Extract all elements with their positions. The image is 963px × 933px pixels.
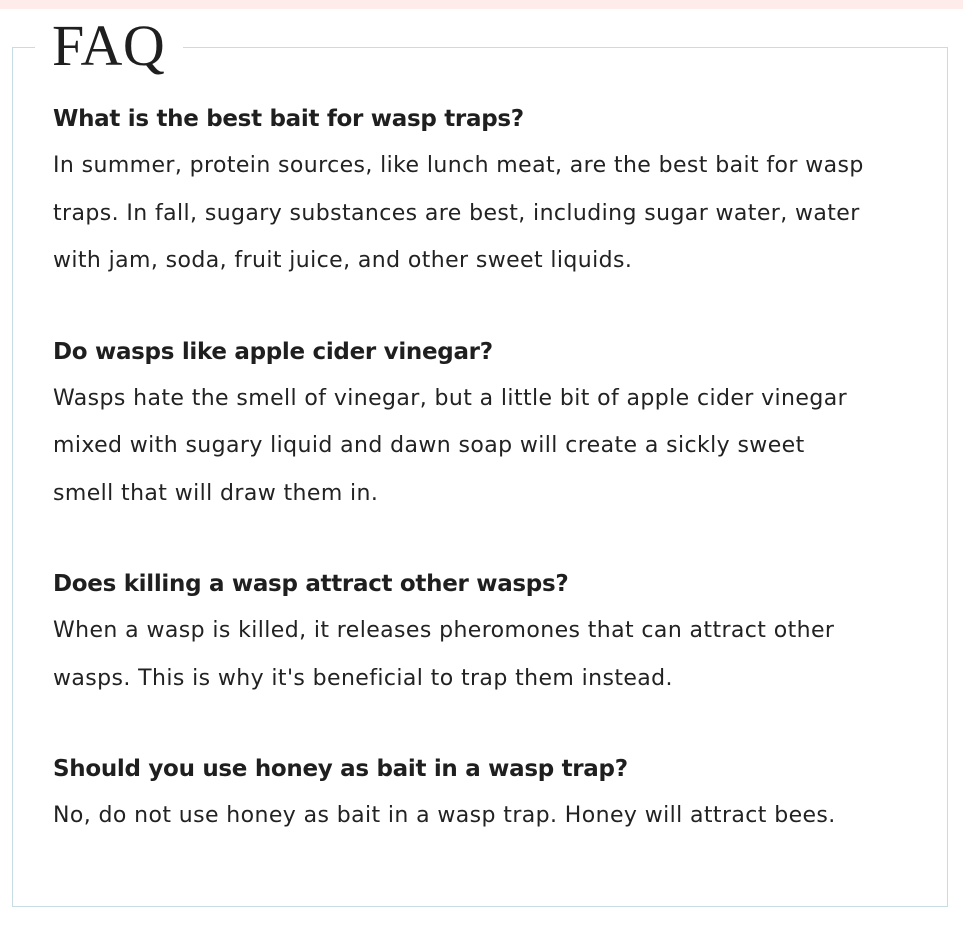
- faq-list: [53, 100, 933, 888]
- faq-answer: Wasps hate the smell of vinegar, but a little bit of apple cider vinegar mixed with sugary liquid and dawn soap will create a sickly sweet smell that will draw them in.: [53, 385, 848, 506]
- faq-title: FAQ: [35, 14, 183, 78]
- top-banner-strip: [0, 0, 963, 9]
- faq-answer: When a wasp is killed, it releases pheromones that can attract other wasps. This is why it's beneficial to trap them instead.: [53, 618, 835, 691]
- faq-answer: In summer, protein sources, like lunch meat, are the best bait for wasp traps. In fall, sugary substances are best, including sugar water, water with jam, soda, fruit juice, and other sweet liquids.: [53, 153, 864, 273]
- faq-item: [53, 750, 933, 840]
- faq-question: Does killing a wasp attract other wasps?: [53, 571, 569, 597]
- faq-item: [53, 565, 933, 702]
- faq-item: [53, 333, 933, 518]
- faq-question: Should you use honey as bait in a wasp trap?: [53, 756, 628, 782]
- faq-question: What is the best bait for wasp traps?: [53, 106, 524, 132]
- faq-item: [53, 100, 933, 285]
- faq-question: Do wasps like apple cider vinegar?: [53, 338, 493, 365]
- faq-answer: No, do not use honey as bait in a wasp trap. Honey will attract bees.: [53, 803, 836, 828]
